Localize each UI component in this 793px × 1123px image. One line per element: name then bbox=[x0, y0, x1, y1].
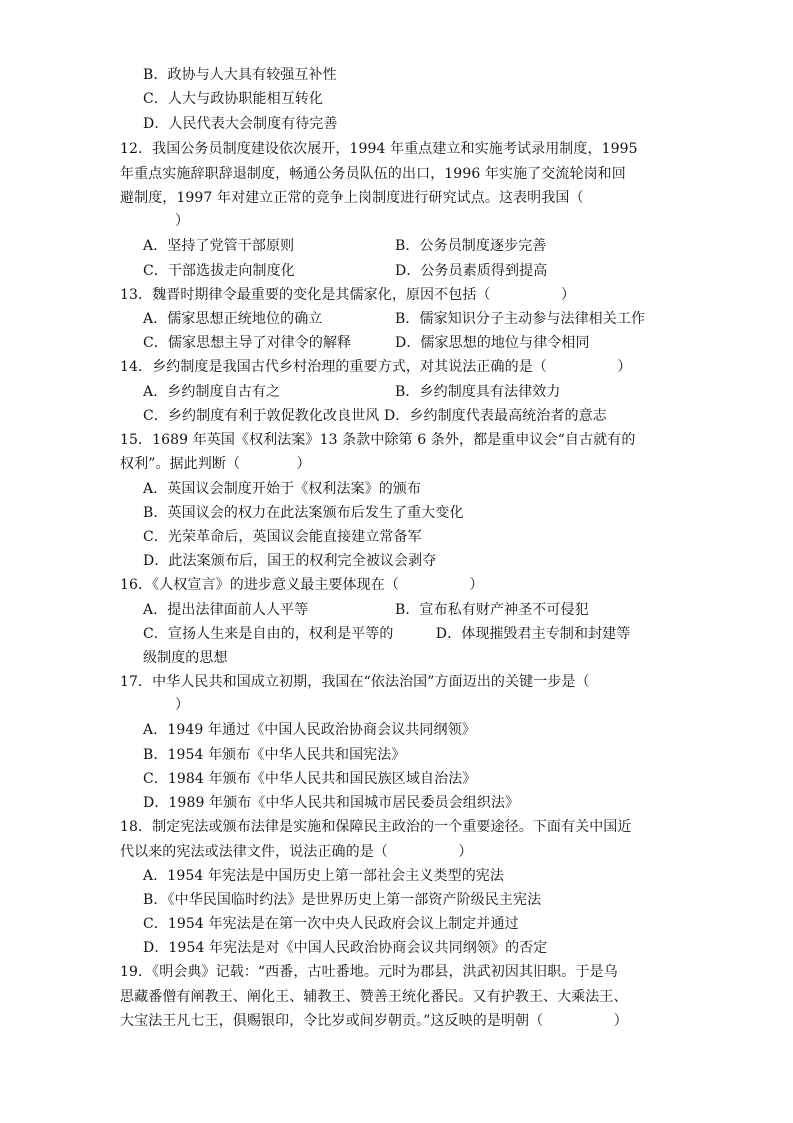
option-text-line: C．干部选拔走向制度化 bbox=[143, 263, 295, 279]
option-text-line: B．《中华民国临时约法》是世界历史上第一部资产阶级民主宪法 bbox=[143, 892, 542, 908]
question-text-line: 17．中华人民共和国成立初期，我国在“依法治国”方面迈出的关键一步是（ bbox=[120, 674, 590, 690]
option-text-line: A．坚持了党管干部原则 bbox=[143, 238, 295, 254]
question-text-line: 14．乡约制度是我国古代乡村治理的重要方式，对其说法正确的是（ ） bbox=[120, 359, 632, 375]
option-text-line: A．1954 年宪法是中国历史上第一部社会主义类型的宪法 bbox=[143, 868, 504, 884]
option-text-line: A．英国议会制度开始于《权利法案》的颁布 bbox=[143, 481, 422, 497]
option-text-line: B．政协与人大具有较强互补性 bbox=[143, 67, 337, 83]
option-text-line: D．人民代表大会制度有待完善 bbox=[143, 116, 338, 132]
option-text-line: B．英国议会的权力在此法案颁布后发生了重大变化 bbox=[143, 505, 464, 521]
question-text-line: 12．我国公务员制度建设依次展开，1994 年重点建立和实施考试录用制度，1995 bbox=[120, 141, 638, 157]
question-text-line: ） bbox=[175, 213, 190, 229]
question-text-line: 18．制定宪法或颁布法律是实施和保障民主政治的一个重要途径。下面有关中国近 bbox=[120, 819, 632, 835]
option-text-line: B．乡约制度具有法律效力 bbox=[395, 384, 561, 400]
option-text-line: D．儒家思想的地位与律令相同 bbox=[395, 335, 590, 351]
option-text-line: B．宣布私有财产神圣不可侵犯 bbox=[395, 602, 589, 618]
question-text-line: 大宝法王凡七王，俱赐银印，令比岁或间岁朝贡。”这反映的是明朝（ ） bbox=[120, 1013, 628, 1029]
option-text-line: B．公务员制度逐步完善 bbox=[395, 238, 547, 254]
option-text-line: D．公务员素质得到提高 bbox=[395, 263, 548, 279]
question-text-line: 代以来的宪法或法律文件，说法正确的是（ ） bbox=[120, 844, 473, 860]
option-text-line: D．1989 年颁布《中华人民共和国城市居民委员会组织法》 bbox=[143, 795, 520, 811]
option-text-line: A．乡约制度自古有之 bbox=[143, 384, 281, 400]
option-text-line: C．宣扬人生来是自由的，权利是平等的 D．体现摧毁君主专制和封建等 bbox=[143, 626, 631, 642]
question-text-line: 15．1689 年英国《权利法案》13 条款中除第 6 条外，都是重申议会“自古就有的 bbox=[120, 432, 636, 448]
option-text-line: C．1954 年宪法是在第一次中央人民政府会议上制定并通过 bbox=[143, 916, 519, 932]
option-text-line: C．人大与政协职能相互转化 bbox=[143, 91, 324, 107]
option-text-line: A．儒家思想正统地位的确立 bbox=[143, 311, 323, 327]
option-text-line: D．此法案颁布后，国王的权利完全被议会剥夺 bbox=[143, 553, 437, 569]
option-text-line: 级制度的思想 bbox=[143, 650, 228, 666]
option-text-line: C．乡约制度有利于敦促教化改良世风 D．乡约制度代表最高统治者的意志 bbox=[143, 408, 607, 424]
option-text-line: A．1949 年通过《中国人民政治协商会议共同纲领》 bbox=[143, 722, 476, 738]
question-text-line: 13．魏晋时期律令最重要的变化是其儒家化，原因不包括（ ） bbox=[120, 287, 576, 303]
question-text-line: 19．《明会典》记载：“西番，古吐番地。元时为郡县，洪武初因其旧职。于是乌 bbox=[120, 964, 618, 980]
option-text-line: C．儒家思想主导了对律令的解释 bbox=[143, 335, 352, 351]
option-text-line: A．提出法律面前人人平等 bbox=[143, 602, 309, 618]
question-text-line: ） bbox=[175, 697, 190, 713]
option-text-line: C．1984 年颁布《中华人民共和国民族区域自治法》 bbox=[143, 771, 477, 787]
question-text-line: 思藏番僧有阐教王、阐化王、辅教王、赞善王统化番民。又有护教王、大乘法王、 bbox=[120, 989, 628, 1005]
option-text-line: C．光荣革命后，英国议会能直接建立常备军 bbox=[143, 529, 422, 545]
question-text-line: 年重点实施辞职辞退制度，畅通公务员队伍的出口，1996 年实施了交流轮岗和回 bbox=[120, 166, 626, 182]
option-text-line: B．儒家知识分子主动参与法律相关工作 bbox=[395, 311, 646, 327]
option-text-line: B．1954 年颁布《中华人民共和国宪法》 bbox=[143, 747, 406, 763]
question-text-line: 16．《人权宣言》的进步意义最主要体现在（ ） bbox=[120, 577, 484, 593]
question-text-line: 权利”。据此判断（ ） bbox=[120, 456, 311, 472]
question-text-line: 避制度，1997 年对建立正常的竞争上岗制度进行研究试点。这表明我国（ bbox=[120, 190, 584, 206]
option-text-line: D．1954 年宪法是对《中国人民政治协商会议共同纲领》的否定 bbox=[143, 940, 548, 956]
